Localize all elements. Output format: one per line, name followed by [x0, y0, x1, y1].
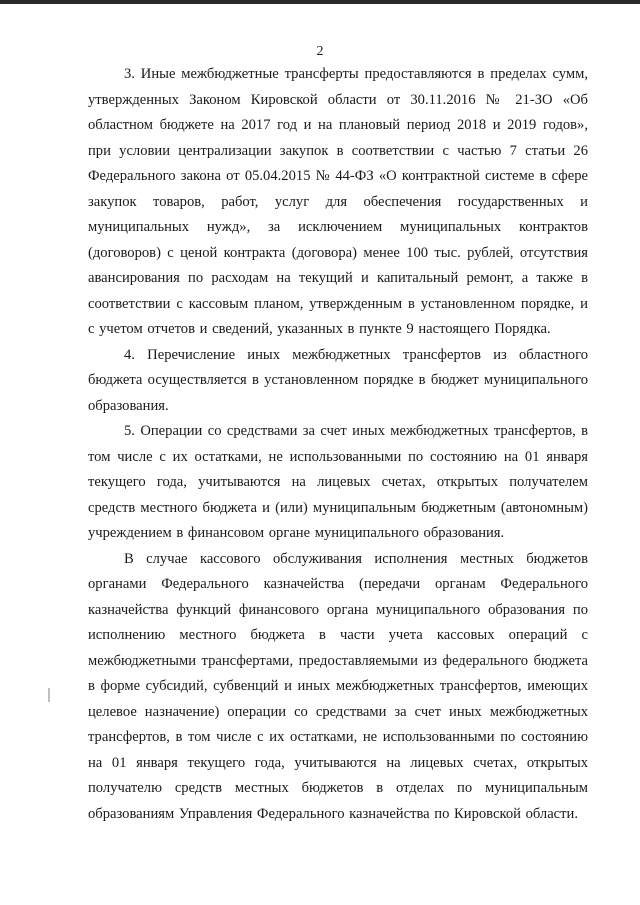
paragraph-item-5: 5. Операции со средствами за счет иных межбюджетных трансфертов, в том числе с их остатками, не использованными по состоянию на 01 января текущего года, учитываются на лицевых счетах, открытых получателем средств местного бюджета и (или) муниципальным бюджетным (автономным) учреждением в финансовом органе муниципального образования. — [88, 423, 588, 541]
page-number: 2 — [316, 44, 324, 59]
paragraph-treasury-case: В случае кассового обслуживания исполнения местных бюджетов органами Федерального казначейства (передачи органам Федерального казначейства функций финансового органа муниципального образования по исполнению местного бюджета в части учета кассовых операций с межбюджетными трансфертами, предоставляемыми из федерального бюджета в форме субсидий, субвенций и иных межбюджетных трансфертов, имеющих целевое назначение) операции со средствами за счет иных межбюджетных трансфертов, в том числе с их остатками, не использованными по состоянию на 01 января текущего года, учитываются на лицевых счетах, открытых получателю средств местных бюджетов в отделах по муниципальным образованиям Управления Федерального казначейства по Кировской области. — [88, 550, 588, 822]
paragraph-item-4: 4. Перечисление иных межбюджетных трансфертов из областного бюджета осуществляется в установленном порядке в бюджет муниципального образования. — [88, 346, 588, 414]
document-body — [88, 62, 588, 827]
scan-top-edge — [0, 0, 640, 4]
scan-artifact-mark — [48, 688, 50, 702]
paragraph-item-3: 3. Иные межбюджетные трансферты предоставляются в пределах сумм, утвержденных Законом Кировской области от 30.11.2016 № 21-ЗО «Об областном бюджете на 2017 год и на плановый период 2018 и 2019 годов», при условии централизации закупок в соответствии с частью 7 статьи 26 Федерального закона от 05.04.2015 № 44-ФЗ «О контрактной системе в сфере закупок товаров, работ, услуг для обеспечения государственных и муниципальных нужд», за исключением муниципальных контрактов (договоров) с ценой контракта (договора) менее 100 тыс. рублей, отсутствия авансирования по расходам на текущий и капитальный ремонт, а также в соответствии с кассовым планом, утвержденным в установленном порядке, и с учетом отчетов и сведений, указанных в пункте 9 настоящего Порядка. — [88, 66, 588, 337]
